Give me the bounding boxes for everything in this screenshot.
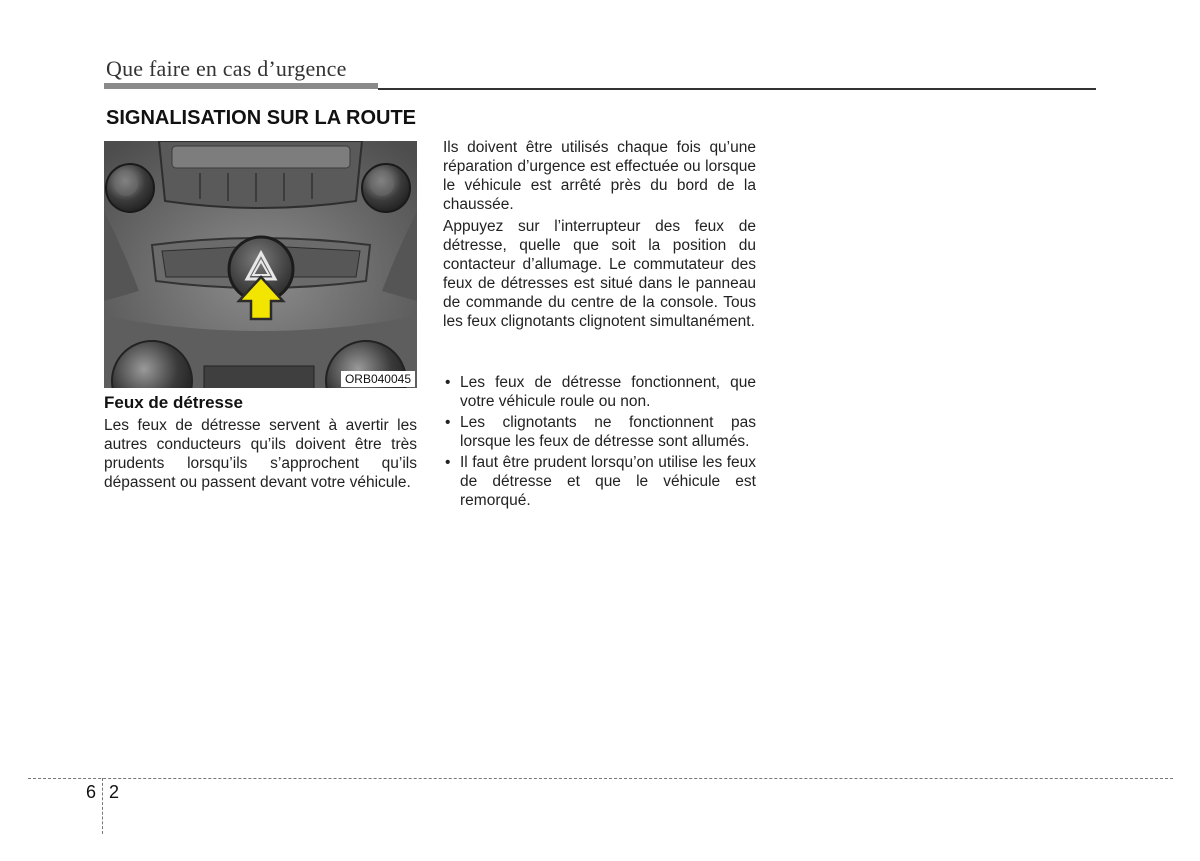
- bullet-text: Les feux de détresse fonctionnent, que votre véhicule roule ou non.: [460, 374, 756, 410]
- right-paragraph-2: Appuyez sur l’interrupteur des feux de détresse, quelle que soit la position du contacteur d’allumage. Le commutateur des feux de détresses est situé dans le panneau de commande du centre de la console. Tous les feux clignotants clignotent simultanément.: [443, 218, 756, 330]
- page-number: 2: [109, 782, 120, 802]
- footer-divider: [28, 778, 1173, 779]
- right-paragraph-1: Ils doivent être utilisés chaque fois qu’une réparation d’urgence est effectuée ou lorsque le véhicule est arrêté près du bord de la chaussée.: [443, 139, 756, 213]
- bullet-icon: •: [445, 374, 451, 391]
- section-title: SIGNALISATION SUR LA ROUTE: [106, 107, 416, 129]
- list-item: [443, 413, 756, 451]
- list-item: [443, 453, 756, 510]
- chapter-number: 6: [86, 782, 97, 802]
- left-paragraph: Les feux de détresse servent à avertir les autres conducteurs qu’ils doivent être très prudents lorsqu’ils s’approchent qu’ils dépassent ou passent devant votre véhicule.: [104, 417, 417, 491]
- bullet-text: Il faut être prudent lorsqu’on utilise les feux de détresse et que le véhicule est remorqué.: [460, 454, 756, 509]
- bullet-icon: •: [445, 454, 451, 471]
- chapter-title: Que faire en cas d’urgence: [106, 56, 347, 81]
- bullet-list: [443, 373, 756, 512]
- list-item: [443, 373, 756, 411]
- hazard-switch-figure: [104, 141, 417, 388]
- subheading-hazard-lights: Feux de détresse: [104, 393, 243, 412]
- header-rule-thick: [104, 83, 378, 89]
- figure-code: ORB040045: [341, 371, 415, 387]
- footer-page-divider: [102, 778, 103, 834]
- dashboard-illustration: [104, 141, 417, 388]
- header-rule-thin: [378, 88, 1096, 90]
- bullet-icon: •: [445, 414, 451, 431]
- bullet-text: Les clignotants ne fonctionnent pas lorsque les feux de détresse sont allumés.: [460, 414, 756, 450]
